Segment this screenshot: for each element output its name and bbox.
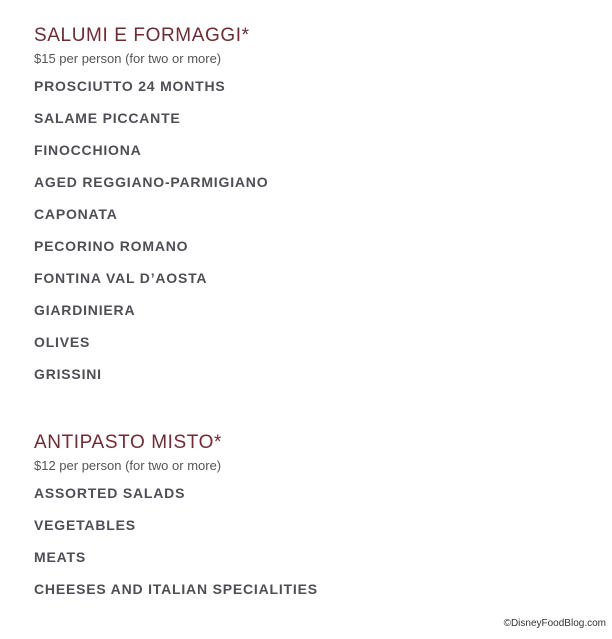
menu-item: CHEESES AND ITALIAN SPECIALITIES xyxy=(34,581,318,597)
menu-item: SALAME PICCANTE xyxy=(34,110,181,126)
menu-item: PECORINO ROMANO xyxy=(34,238,189,254)
section-title: ANTIPASTO MISTO* xyxy=(34,432,223,453)
menu-item-list xyxy=(34,70,268,390)
menu-item: GIARDINIERA xyxy=(34,302,136,318)
menu-item: AGED REGGIANO-PARMIGIANO xyxy=(34,174,269,190)
menu-item: VEGETABLES xyxy=(34,517,136,533)
menu-item: FONTINA VAL D’AOSTA xyxy=(34,270,208,286)
menu-item: FINOCCHIONA xyxy=(34,142,142,158)
menu-item: GRISSINI xyxy=(34,366,102,382)
section-title: SALUMI E FORMAGGI* xyxy=(34,25,250,46)
menu-item-list xyxy=(34,477,318,605)
menu-item: MEATS xyxy=(34,549,86,565)
section-price: $15 per person (for two or more) xyxy=(34,51,222,66)
menu-item: OLIVES xyxy=(34,334,91,350)
menu-item: CAPONATA xyxy=(34,206,118,222)
menu-section-antipasto-misto xyxy=(34,431,318,605)
menu-item: ASSORTED SALADS xyxy=(34,485,186,501)
copyright-watermark: ©DisneyFoodBlog.com xyxy=(503,618,606,629)
section-price: $12 per person (for two or more) xyxy=(34,458,222,473)
menu-item: PROSCIUTTO 24 MONTHS xyxy=(34,78,226,94)
menu-section-salumi-e-formaggi xyxy=(34,24,268,390)
